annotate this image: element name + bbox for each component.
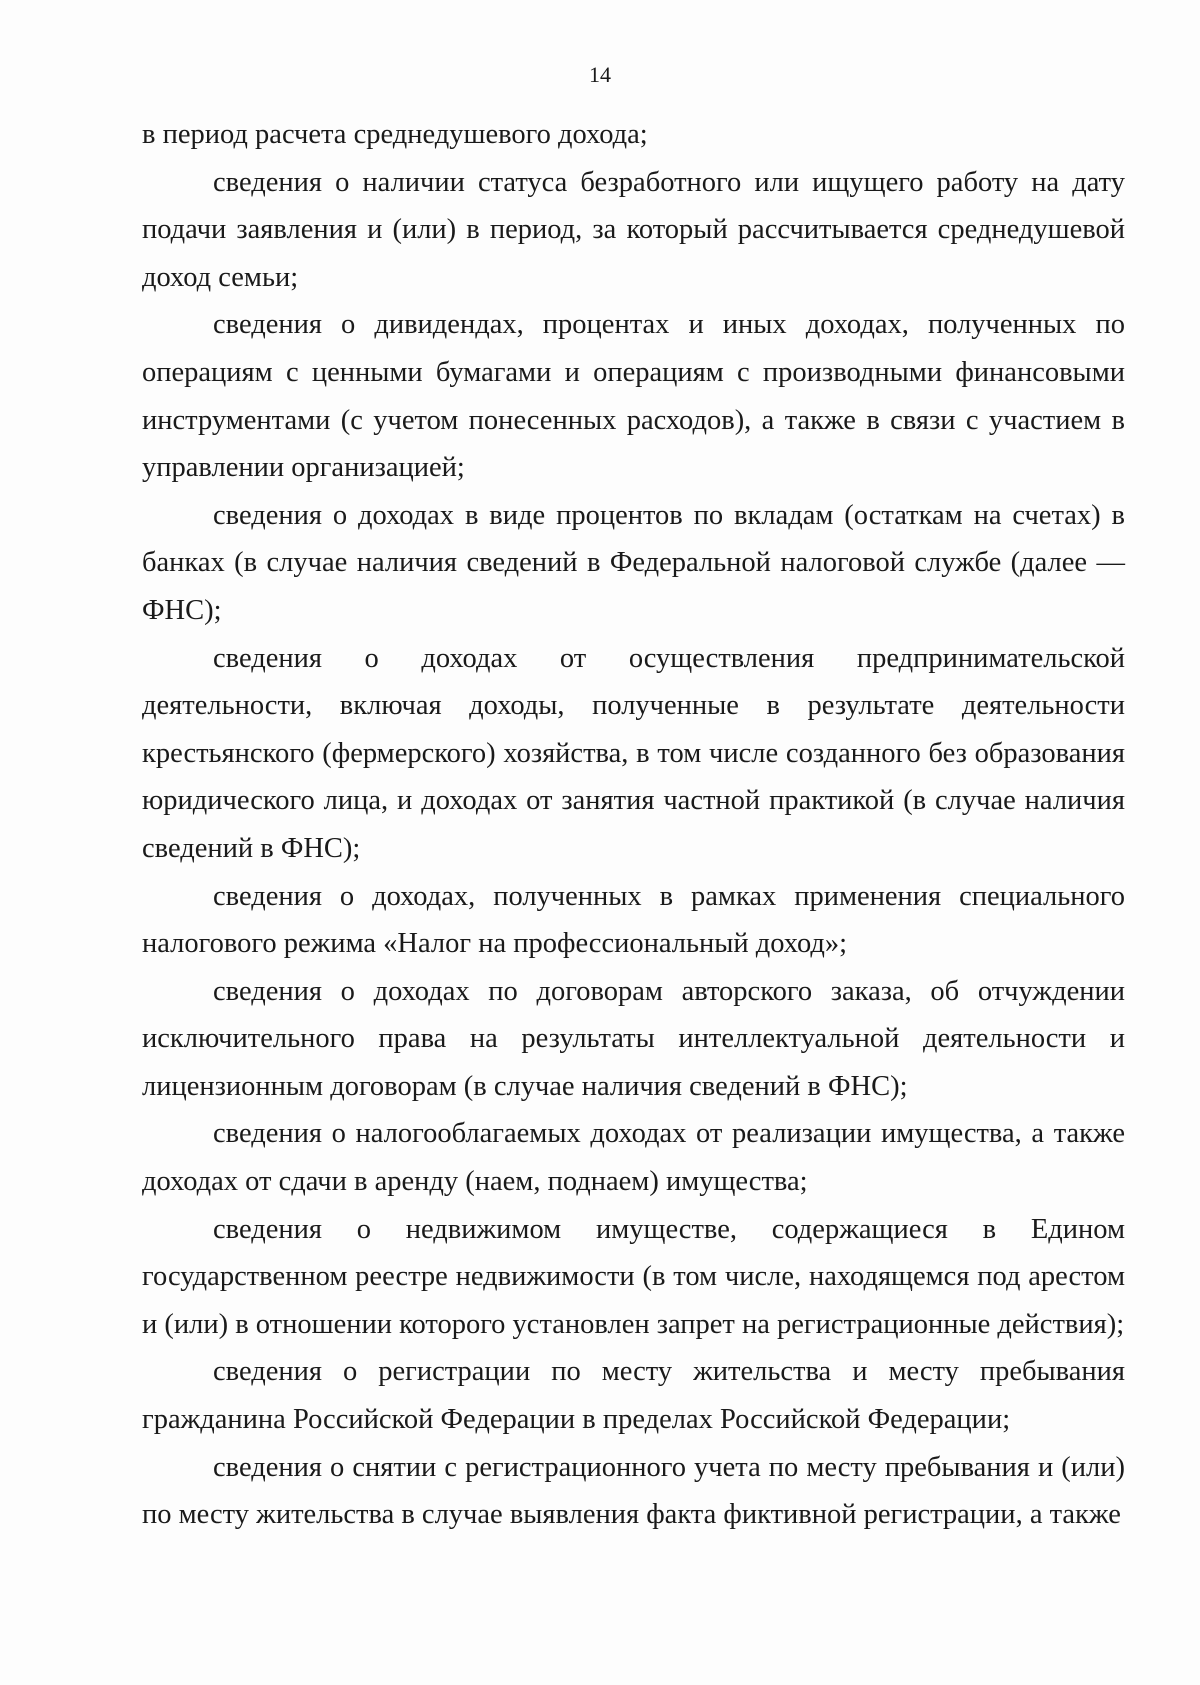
page-number: 14 [589, 62, 611, 87]
paragraph-business-income: сведения о доходах от осуществления предпринимательской деятельности, включая доходы, полученные в результате деятельности крестьянского (фермерского) хозяйства, в том числе созданного без образования юридического лица, и доходах от занятия частной практикой (в случае наличия сведений в ФНС); [142, 642, 1125, 864]
document-body [142, 111, 1125, 1539]
paragraph-dividends: сведения о дивидендах, процентах и иных доходах, полученных по операциям с ценными бумагами и операциям с производными финансовыми инструментами (с учетом понесенных расходов), а также в связи с участием в управлении организацией; [142, 309, 1125, 484]
paragraph-unemployment-status: сведения о наличии статуса безработного или ищущего работу на дату подачи заявления и (или) в период, за который рассчитывается среднедушевой доход семьи; [142, 166, 1125, 293]
paragraph-deposit-interest: сведения о доходах в виде процентов по вкладам (остаткам на счетах) в банках (в случае наличия сведений в Федеральной налоговой службе (далее — ФНС); [142, 499, 1125, 626]
paragraph-property-sale-income: сведения о налогооблагаемых доходах от реализации имущества, а также доходах от сдачи в аренду (наем, поднаем) имущества; [142, 1118, 1125, 1198]
paragraph-deregistration: сведения о снятии с регистрационного учета по месту пребывания и (или) по месту жительства в случае выявления факта фиктивной регистрации, а также [142, 1451, 1125, 1531]
paragraph-copyright-income: сведения о доходах по договорам авторского заказа, об отчуждении исключительного права на результаты интеллектуальной деятельности и лицензионным договорам (в случае наличия сведений в ФНС); [142, 975, 1125, 1102]
paragraph-professional-income-tax: сведения о доходах, полученных в рамках применения специального налогового режима «Налог на профессиональный доход»; [142, 880, 1125, 960]
paragraph-real-estate: сведения о недвижимом имуществе, содержащиеся в Едином государственном реестре недвижимости (в том числе, находящемся под арестом и (или) в отношении которого установлен запрет на регистрационные действия); [142, 1213, 1125, 1340]
paragraph-residence-registration: сведения о регистрации по месту жительства и месту пребывания гражданина Российской Федерации в пределах Российской Федерации; [142, 1356, 1125, 1436]
paragraph-continuation: в период расчета среднедушевого дохода; [142, 119, 648, 150]
